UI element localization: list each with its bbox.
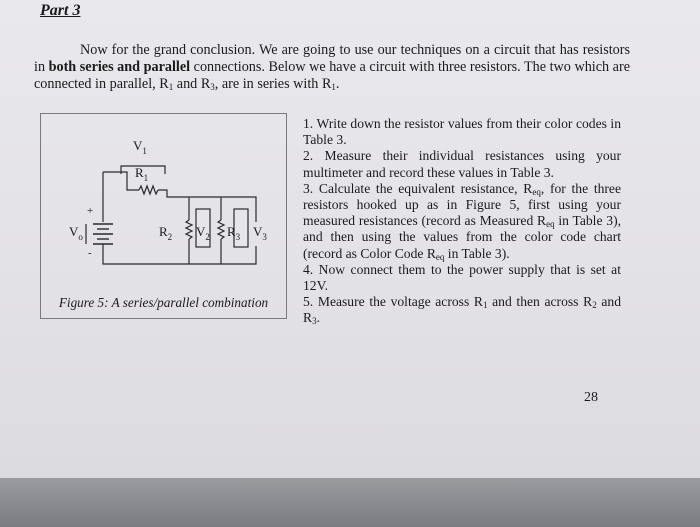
circuit-diagram — [41, 114, 288, 320]
step-1: 1. Write down the resistor values from their color codes in Table 3. — [303, 116, 621, 148]
intro-sub-3: 1 — [331, 82, 336, 92]
figure-caption: Figure 5: A series/parallel combination — [58, 295, 269, 310]
intro-text-4: , are in series with R — [214, 76, 332, 92]
intro-bold: both series and parallel — [48, 59, 191, 75]
label-v1: $V_1$ — [133, 138, 147, 156]
intro-text-5: . — [335, 76, 340, 92]
background-surface — [0, 478, 700, 527]
label-r3: $R_3$ — [227, 224, 241, 242]
step-2: 2. Measure their individual resistances using your multimeter and record these values in Table 3. — [303, 148, 621, 180]
label-minus: - — [88, 247, 92, 259]
label-v0: $V_o$ — [69, 224, 83, 242]
label-v3: $V_3$ — [253, 224, 267, 242]
intro-text-3: and R — [173, 76, 211, 92]
step-4: 4. Now connect them to the power supply that is set at 12V. — [303, 261, 621, 294]
step-5: 5. Measure the voltage across $R_1$ and then across $R_2$ and $R_3$. — [303, 294, 621, 327]
resistor-r1 — [139, 186, 158, 194]
page-number: 28 — [584, 390, 598, 405]
wire-top — [103, 172, 139, 190]
label-plus: + — [87, 205, 94, 217]
figure-5 — [40, 113, 287, 319]
section-heading: Part 3 — [40, 2, 81, 19]
intro-text-1: Now for the grand conclusion. We are going to use our techniques on a circuit that has resistors in — [34, 42, 630, 75]
label-v2: $V_2$ — [196, 224, 210, 242]
label-r1: $R_1$ — [135, 165, 149, 183]
step-3: 3. Calculate the equivalent resistance, $R_{eq}$, for the three resistors hooked up as in Figure 5, first using your measured resistances (record as Measured $R_{eq}$ in Table 3), and then using the values from the color code chart (record as Color Code $R_{eq}$ in Table 3). — [303, 180, 621, 262]
intro-paragraph — [34, 42, 630, 93]
instruction-list — [303, 116, 621, 327]
wire-left-lower — [103, 244, 256, 264]
resistor-r3 — [218, 220, 224, 239]
label-r2: $R_2$ — [159, 224, 173, 242]
intro-sub-2: 3 — [210, 82, 215, 92]
intro-text-2: connections. Below we have a circuit with three resistors. The two which are connected in parallel, R — [34, 59, 630, 92]
intro-sub-1: 1 — [168, 82, 174, 92]
resistor-r2 — [186, 220, 192, 239]
battery-icon — [93, 224, 113, 244]
